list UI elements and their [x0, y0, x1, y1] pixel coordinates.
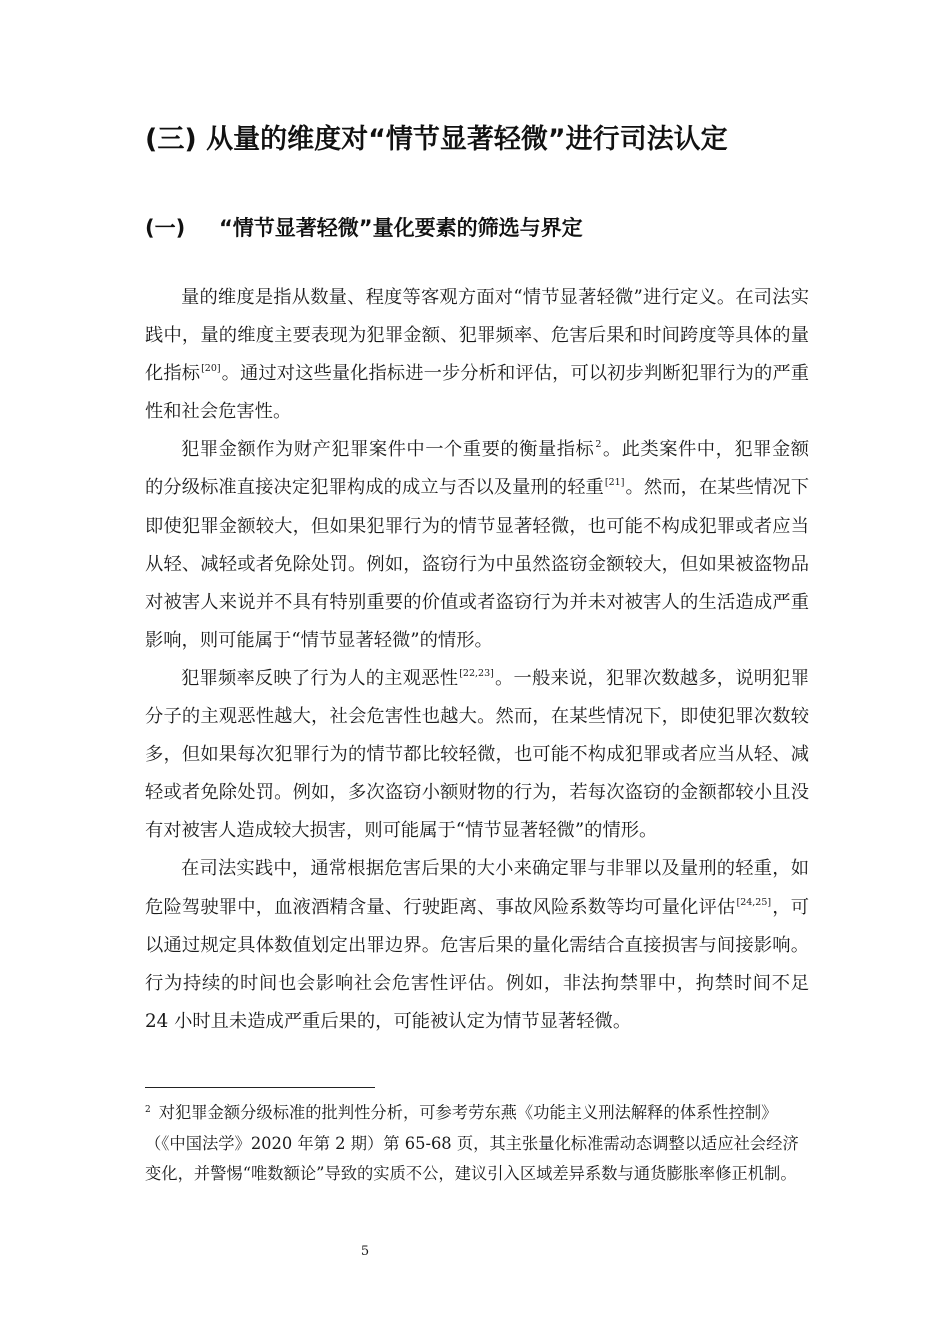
paragraph-text: 。一般来说，犯罪次数越多，说明犯罪分子的主观恶性越大，社会危害性也越大。然而，在某些情况下，即使犯罪次数较多，但如果每次犯罪行为的情节都比较轻微，也可能不构成犯罪或者应当从轻、减轻或者免除处罚。例如，多次盗窃小额财物的行为，若每次盗窃的金额都较小且没有对被害人造成较大损害，则可能属于“情节显著轻微”的情形。 [145, 667, 810, 842]
paragraph-text: ，可以通过规定具体数值划定出罪边界。危害后果的量化需结合直接损害与间接影响。行为持续的时间也会影响社会危害性评估。例如，非法拘禁罪中，拘禁时间不足 24 小时且未造成严重后果的，可能被认定为情节显著轻微。 [145, 896, 809, 1032]
paragraph-text: 量的维度是指从数量、程度等客观方面对“情节显著轻微”进行定义。在司法实践中，量的维度主要表现为犯罪金额、犯罪频率、危害后果和时间跨度等具体的量化指标 [145, 287, 809, 385]
paragraph-text: 犯罪金额作为财产犯罪案件中一个重要的衡量指标 [181, 439, 595, 461]
citation-ref[interactable]: [20] [201, 363, 221, 375]
footnote [145, 1098, 805, 1190]
footnote-marker: 2 [145, 1105, 151, 1115]
subsection-title: “情节显著轻微”量化要素的筛选与界定 [219, 216, 583, 240]
paragraph-text: 。通过对这些量化指标进一步分析和评估，可以初步判断犯罪行为的严重性和社会危害性。 [145, 363, 810, 423]
paragraph-4 [145, 850, 809, 1040]
body-text [145, 279, 809, 1041]
footnote-text: 对犯罪金额分级标准的批判性分析，可参考劳东燕《功能主义刑法解释的体系性控制》（《中国法学》2020 年第 2 期）第 65-68 页，其主张量化标准需动态调整以适应社会经济变化，并警惕“唯数额论”导致的实质不公，建议引入区域差异系数与通货膨胀率修正机制。 [145, 1103, 799, 1183]
citation-ref[interactable]: [24,25] [736, 896, 772, 908]
footnote-divider [145, 1087, 375, 1088]
citation-ref[interactable]: [22,23] [459, 667, 494, 679]
paragraph-text: 在司法实践中，通常根据危害后果的大小来确定罪与非罪以及量刑的轻重，如危险驾驶罪中，血液酒精含量、行驶距离、事故风险系数等均可量化评估 [145, 858, 809, 918]
paragraph-text: 。然而，在某些情况下即使犯罪金额较大，但如果犯罪行为的情节显著轻微，也可能不构成犯罪或者应当从轻、减轻或者免除处罚。例如，盗窃行为中虽然盗窃金额较大，但如果被盗物品对被害人来说并不具有特别重要的价值或者盗窃行为并未对被害人的生活造成严重影响，则可能属于“情节显著轻微”的情形。 [145, 477, 810, 651]
subsection-number: (一) [145, 216, 186, 240]
citation-ref[interactable]: [21] [604, 477, 625, 489]
paragraph-text: 。此类案件中，犯罪金额的分级标准直接决定犯罪构成的成立与否以及量刑的轻重 [145, 439, 810, 499]
paragraph-3 [145, 660, 809, 850]
paragraph-text: 犯罪频率反映了行为人的主观恶性 [181, 667, 459, 689]
section-heading: (三) 从量的维度对“情节显著轻微”进行司法认定 [145, 124, 728, 155]
subsection-heading [145, 210, 583, 246]
paragraph-2 [145, 431, 809, 660]
page-number: 5 [360, 1244, 370, 1259]
footnote-ref[interactable]: 2 [595, 439, 602, 451]
paragraph-1 [145, 279, 809, 431]
